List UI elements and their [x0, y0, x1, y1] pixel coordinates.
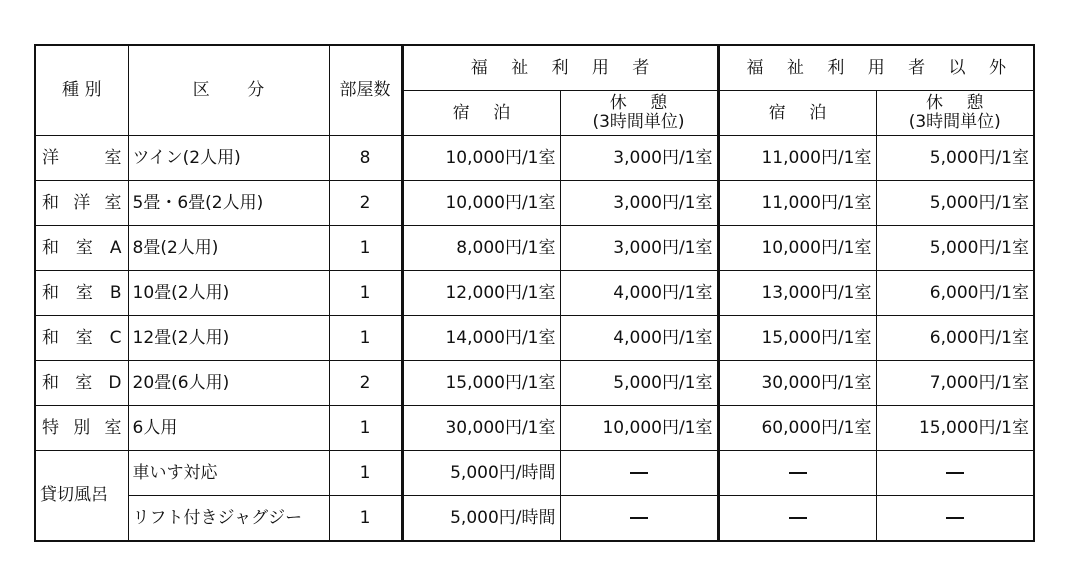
bath-row [35, 451, 1034, 496]
welfare-stay-header [402, 91, 560, 136]
dash-mark [630, 517, 648, 519]
bath-non-welfare-rest-empty [876, 451, 1034, 496]
room-count: 8 [329, 136, 402, 181]
room-category: 10畳(2人用) [128, 271, 329, 316]
table-row [35, 181, 1034, 226]
room-type: 和室D [35, 361, 128, 406]
welfare-rest-label-2: (3時間単位) [592, 112, 685, 132]
welfare-header [402, 45, 718, 91]
non-welfare-rest-price: 5,000円/1室 [876, 136, 1034, 181]
bath-welfare-rest-empty [560, 496, 718, 542]
dash-mark [946, 517, 964, 519]
non-welfare-stay-price: 13,000円/1室 [718, 271, 876, 316]
non-welfare-rest-price: 5,000円/1室 [876, 226, 1034, 271]
room-count: 1 [329, 271, 402, 316]
non-welfare-stay-price: 15,000円/1室 [718, 316, 876, 361]
bath-count: 1 [329, 451, 402, 496]
welfare-rest-price: 3,000円/1室 [560, 226, 718, 271]
welfare-stay-label: 宿 泊 [452, 102, 520, 123]
bath-welfare-rest-empty [560, 451, 718, 496]
welfare-stay-price: 15,000円/1室 [402, 361, 560, 406]
header-row-1 [35, 45, 1034, 91]
welfare-rest-header [560, 91, 718, 136]
welfare-rest-price: 4,000円/1室 [560, 271, 718, 316]
bath-non-welfare-stay-empty [718, 496, 876, 542]
non-welfare-header-label: 福 祉 利 用 者 以 外 [746, 57, 1015, 78]
room-count: 1 [329, 406, 402, 451]
welfare-stay-price: 14,000円/1室 [402, 316, 560, 361]
bath-non-welfare-stay-empty [718, 451, 876, 496]
bath-category: 車いす対応 [128, 451, 329, 496]
room-type: 特別室 [35, 406, 128, 451]
non-welfare-header [718, 45, 1034, 91]
room-count: 2 [329, 361, 402, 406]
bath-welfare-price: 5,000円/時間 [402, 451, 560, 496]
fee-table [34, 44, 1035, 542]
non-welfare-rest-price: 15,000円/1室 [876, 406, 1034, 451]
bath-count: 1 [329, 496, 402, 542]
table-row [35, 271, 1034, 316]
dash-mark [789, 517, 807, 519]
dash-mark [630, 472, 648, 474]
non-welfare-rest-price: 6,000円/1室 [876, 316, 1034, 361]
room-type: 和室C [35, 316, 128, 361]
non-welfare-rest-header [876, 91, 1034, 136]
non-welfare-stay-price: 10,000円/1室 [718, 226, 876, 271]
rooms-header-label: 部屋数 [339, 80, 391, 101]
room-category: 12畳(2人用) [128, 316, 329, 361]
bath-row [35, 496, 1034, 542]
non-welfare-rest-price: 5,000円/1室 [876, 181, 1034, 226]
non-welfare-stay-label: 宿 泊 [768, 102, 836, 123]
welfare-rest-price: 3,000円/1室 [560, 136, 718, 181]
table-row [35, 136, 1034, 181]
type-header [35, 45, 128, 136]
welfare-header-label: 福 祉 利 用 者 [470, 57, 659, 78]
room-type: 洋室 [35, 136, 128, 181]
welfare-rest-price: 10,000円/1室 [560, 406, 718, 451]
welfare-rest-price: 5,000円/1室 [560, 361, 718, 406]
room-category: ツイン(2人用) [128, 136, 329, 181]
table-row [35, 361, 1034, 406]
dash-mark [789, 472, 807, 474]
non-welfare-rest-price: 6,000円/1室 [876, 271, 1034, 316]
room-type: 和室B [35, 271, 128, 316]
welfare-stay-price: 30,000円/1室 [402, 406, 560, 451]
bath-welfare-price: 5,000円/時間 [402, 496, 560, 542]
welfare-stay-price: 8,000円/1室 [402, 226, 560, 271]
room-count: 1 [329, 316, 402, 361]
bath-category: リフト付きジャグジー [128, 496, 329, 542]
room-category: 6人用 [128, 406, 329, 451]
non-welfare-rest-price: 7,000円/1室 [876, 361, 1034, 406]
rooms-header [329, 45, 402, 136]
table-row [35, 406, 1034, 451]
welfare-stay-price: 12,000円/1室 [402, 271, 560, 316]
non-welfare-stay-header [718, 91, 876, 136]
room-category: 20畳(6人用) [128, 361, 329, 406]
non-welfare-rest-label-1: 休 憩 [926, 93, 993, 114]
welfare-rest-price: 3,000円/1室 [560, 181, 718, 226]
table-row [35, 316, 1034, 361]
welfare-rest-price: 4,000円/1室 [560, 316, 718, 361]
room-category: 8畳(2人用) [128, 226, 329, 271]
room-count: 1 [329, 226, 402, 271]
bath-non-welfare-rest-empty [876, 496, 1034, 542]
dash-mark [946, 472, 964, 474]
room-type: 和室A [35, 226, 128, 271]
bath-type: 貸切風呂 [35, 451, 128, 542]
category-header-label: 区 分 [192, 80, 281, 101]
welfare-stay-price: 10,000円/1室 [402, 136, 560, 181]
non-welfare-rest-label-2: (3時間単位) [908, 112, 1001, 132]
welfare-stay-price: 10,000円/1室 [402, 181, 560, 226]
non-welfare-stay-price: 30,000円/1室 [718, 361, 876, 406]
non-welfare-stay-price: 11,000円/1室 [718, 181, 876, 226]
room-count: 2 [329, 181, 402, 226]
room-type: 和洋室 [35, 181, 128, 226]
non-welfare-stay-price: 11,000円/1室 [718, 136, 876, 181]
welfare-rest-label-1: 休 憩 [609, 93, 677, 114]
room-category: 5畳・6畳(2人用) [128, 181, 329, 226]
category-header [128, 45, 329, 136]
table-row [35, 226, 1034, 271]
type-header-label: 種 別 [62, 80, 102, 101]
non-welfare-stay-price: 60,000円/1室 [718, 406, 876, 451]
